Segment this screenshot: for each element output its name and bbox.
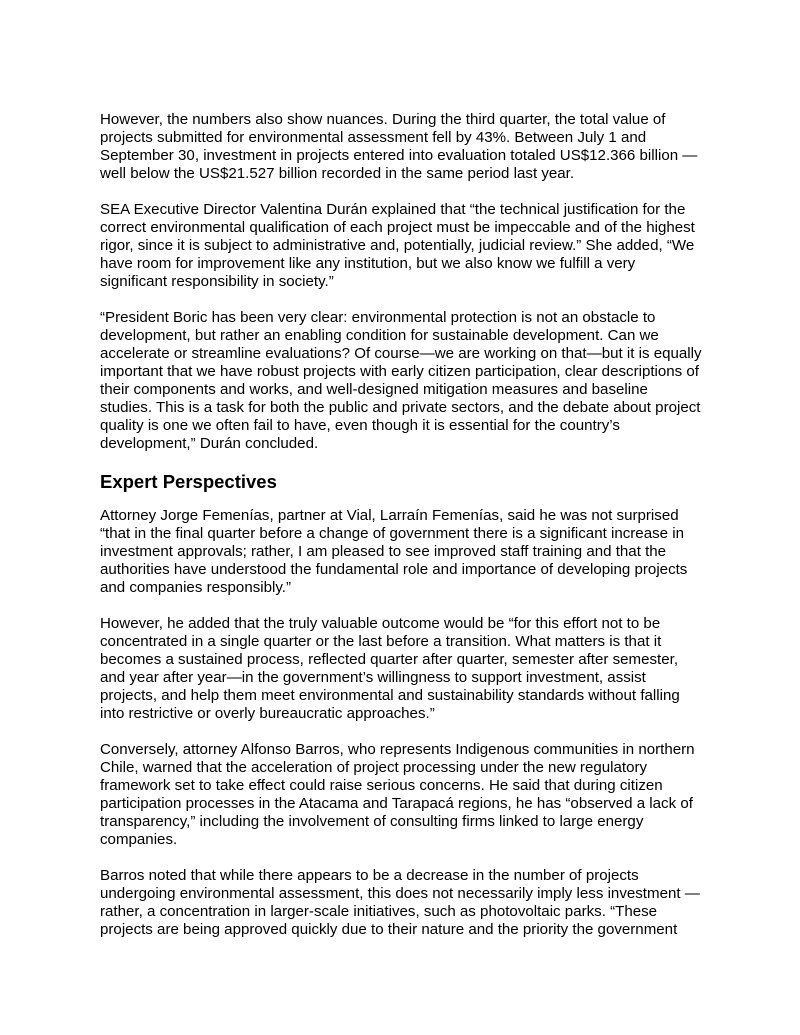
paragraph-boric-quote: “President Boric has been very clear: environmental protection is not an obstacle to development, but rather an enabling condition for sustainable development. Can we accelerate or streamline evaluations? Of course—we are working on that—but it is equally important that we have robust projects with early citizen participation, clear descriptions of their components and works, and well-designed mitigation measures and baseline studies. This is a task for both the public and private sectors, and the debate about project quality is one we often fail to have, even though it is essential for the country’s development,” Durán concluded. — [100, 309, 702, 452]
paragraph-barros-warning: Conversely, attorney Alfonso Barros, who represents Indigenous communities in northern Chile, warned that the acceleration of project processing under the new regulatory framework set to take effect could raise serious concerns. He said that during citizen participation processes in the Atacama and Tarapacá regions, he has “observed a lack of transparency,” including the involvement of consulting firms linked to large energy companies. — [100, 741, 695, 848]
paragraph-barros-note: Barros noted that while there appears to be a decrease in the number of projects undergoing environmental assessment, this does not necessarily imply less investment —rather, a concentration in larger-scale initiatives, such as photovoltaic parks. “These projects are being approved quickly due to their nature and the priority the government — [100, 867, 700, 938]
section-heading-expert-perspectives: Expert Perspectives — [100, 471, 277, 492]
paragraph-femenias-addition: However, he added that the truly valuable outcome would be “for this effort not to be concentrated in a single quarter or the last before a transition. What matters is that it becomes a sustained process, reflected quarter after quarter, semester after semester, and year after year—in the government’s willingness to support investment, assist projects, and help them meet environmental and sustainability standards without falling into restrictive or overly bureaucratic approaches.” — [100, 615, 680, 722]
paragraph-third-quarter-numbers: However, the numbers also show nuances. During the third quarter, the total value of projects submitted for environmental assessment fell by 43%. Between July 1 and September 30, investment in projects entered into evaluation totaled US$12.366 billion —well below the US$21.527 billion recorded in the same period last year. — [100, 111, 698, 182]
paragraph-femenias-statement: Attorney Jorge Femenías, partner at Vial, Larraín Femenías, said he was not surprised “that in the final quarter before a change of government there is a significant increase in investment approvals; rather, I am pleased to see improved staff training and that the authorities have understood the fundamental role and importance of developing projects and companies responsibly.” — [100, 507, 688, 596]
document-page — [100, 111, 704, 957]
paragraph-duran-explanation: SEA Executive Director Valentina Durán explained that “the technical justification for the correct environmental qualification of each project must be impeccable and of the highest rigor, since it is subject to administrative and, potentially, judicial review.” She added, “We have room for improvement like any institution, but we also know we fulfill a very significant responsibility in society.” — [100, 201, 695, 290]
